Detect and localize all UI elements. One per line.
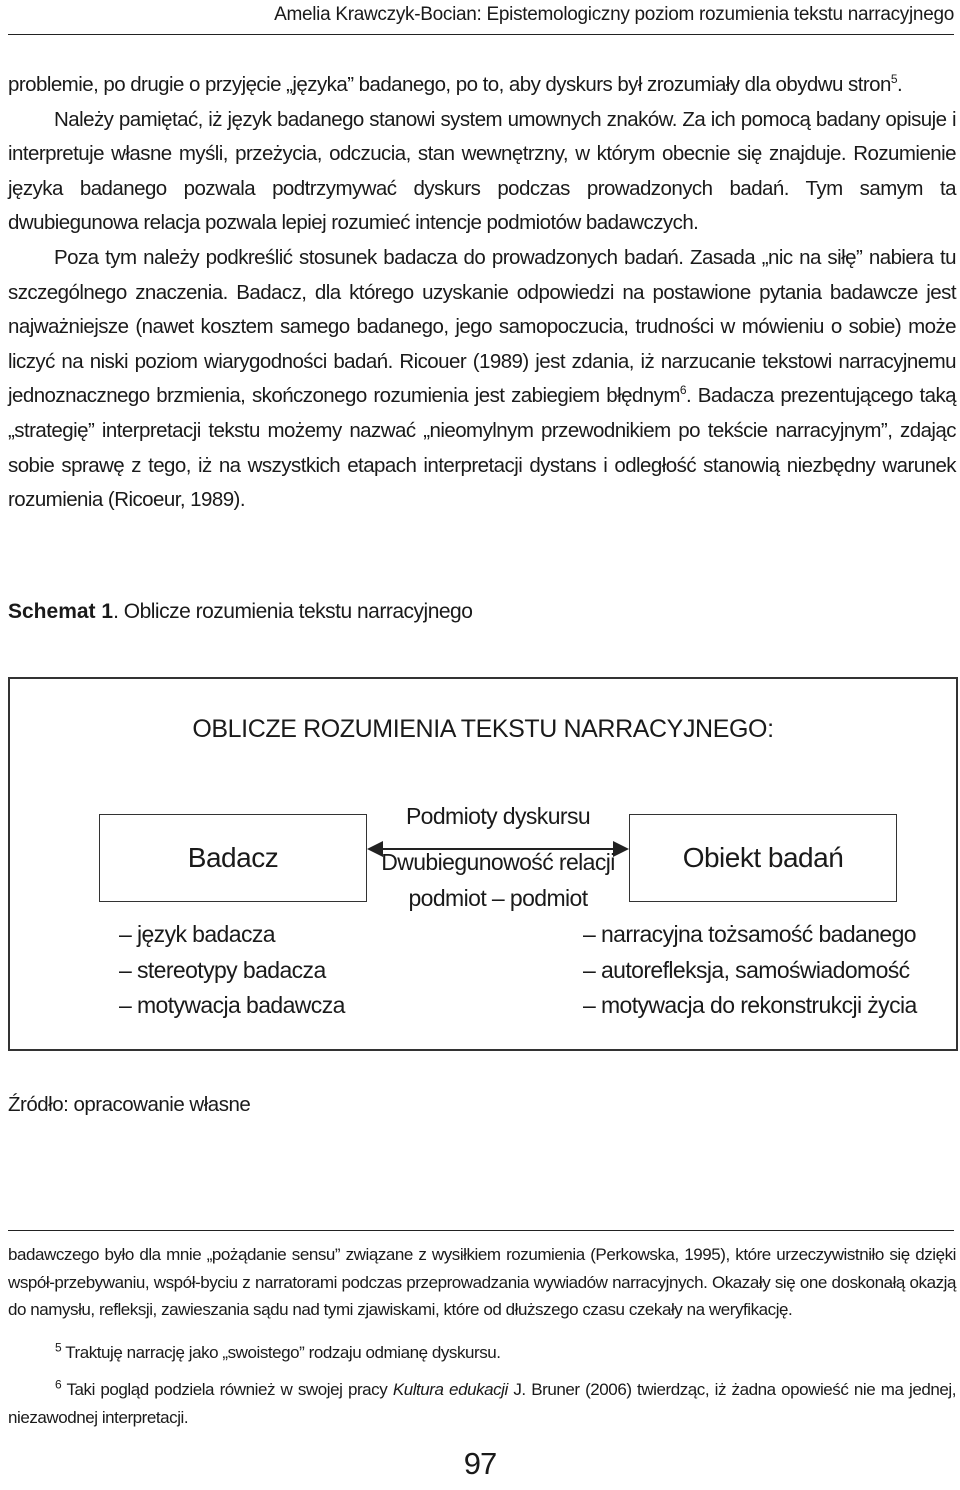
running-head: Amelia Krawczyk-Bocian: Epistemologiczny poziom rozumienia tekstu narracyjnego <box>274 4 954 25</box>
footnote-6-number: 6 <box>55 1377 62 1392</box>
paragraph-1 <box>8 68 956 103</box>
paragraph-3-text-b: . Badacza prezentującego taką „strategię” interpretacji tekstu możemy nazwać „nieomylnym przewodnikiem po tekście narracyjnym”, zdając sobie sprawę z tego, iż na wszystkich etapach interpretacji dystans i odległość stanowią niezbędny warunek rozumienia (Ricoeur, 1989). <box>8 384 957 512</box>
figure-source: Źródło: opracowanie własne <box>8 1093 251 1116</box>
footnote-ref-6: 6 <box>679 383 686 398</box>
list-item: – motywacja do rekonstrukcji życia <box>583 992 917 1018</box>
relation-bottom-label: podmiot – podmiot <box>408 885 588 911</box>
caption-text: . Oblicze rozumienia tekstu narracyjnego <box>113 600 473 623</box>
paragraph-1-end: . <box>896 73 903 96</box>
box-research-object <box>629 814 897 902</box>
footnote-6-text-b: J. Bruner (2006) twierdząc, iż żadna opowieść nie ma jednej, niezawodnej interpretacji. <box>8 1380 956 1427</box>
relation-center-label: Dwubiegunowość relacji <box>381 849 615 875</box>
footnote-rule <box>8 1230 954 1231</box>
list-item: – autorefleksja, samoświadomość <box>583 956 910 983</box>
footnote-6-text-a: Taki pogląd podziela również w swojej pracy <box>61 1380 393 1399</box>
header-rule <box>8 34 954 35</box>
caption-label: Schemat 1 <box>8 600 114 623</box>
footnote-6 <box>8 1376 956 1431</box>
footnote-5-number: 5 <box>55 1340 62 1355</box>
object-traits-list <box>583 917 917 1024</box>
paragraph-3 <box>8 241 956 518</box>
paragraph-3-text-a: Poza tym należy podkreślić stosunek badacza do prowadzonych badań. Zasada „nic na siłę” nabiera tu szczególnego znaczenia. Badacz, dla którego uzyskanie odpowiedzi na postawione pytania badawcze jest najważniejsze (nawet kosztem samego badanego, jego samopoczucia, trudności w mówieniu o sobie) może liczyć na niski poziom wiarygodności badań. Ricouer (1989) jest zdania, iż narzucanie tekstowi narracyjnemu jednoznacznego brzmienia, skończonego rozumienia jest zabiegiem błędnym <box>8 245 956 408</box>
footnote-continued-text: badawczego było dla mnie „pożądanie sensu” związane z wysiłkiem rozumienia (Perkowska, 1995), które urzeczywistniło się dzięki współ-przebywaniu, współ-byciu z narratorami podczas przeprowadzania wywiadów narracyjnych. Okazały się one doskonałą okazją do namysłu, refleksji, zawieszania sądu nad tymi zjawiskami, które od dłuższego czasu czekały na weryfikację. <box>8 1245 956 1319</box>
scheme-title: OBLICZE ROZUMIENIA TEKSTU NARRACYJNEGO: <box>192 715 774 743</box>
paragraph-1-text: problemie, po drugie o przyjęcie „języka” badanego, po to, aby dyskurs był zrozumiały dla obydwu stron <box>8 73 891 96</box>
researcher-traits-list <box>119 917 345 1024</box>
box-researcher-label: Badacz <box>187 842 279 873</box>
footnote-continued <box>8 1241 956 1324</box>
footnote-ref-5: 5 <box>890 72 897 87</box>
box-research-object-label: Obiekt badań <box>682 842 844 873</box>
body-text <box>8 68 956 518</box>
figure-caption <box>8 600 472 624</box>
list-item: – motywacja badawcza <box>119 992 345 1018</box>
box-researcher <box>99 814 367 902</box>
footnote-5 <box>8 1339 956 1367</box>
scheme-diagram <box>8 677 958 1051</box>
footnote-6-title: Kultura edukacji <box>392 1380 508 1399</box>
list-item: – język badacza <box>119 921 275 947</box>
paragraph-2: Należy pamiętać, iż język badanego stanowi system umownych znaków. Za ich pomocą badany opisuje i interpretuje własne myśli, przeżycia, odczucia, stan wewnętrzny, w którym obecnie się znajduje. Rozumienie języka badanego pozwala podtrzymywać dyskurs podczas prowadzonych badań. Tym samym ta dwubiegunowa relacja pozwala lepiej rozumieć intencje podmiotów badawczych. <box>8 107 956 235</box>
list-item: – narracyjna tożsamość badanego <box>583 921 917 947</box>
list-item: – stereotypy badacza <box>119 956 326 983</box>
footnote-5-line <box>8 1339 956 1367</box>
relation-top-label: Podmioty dyskursu <box>405 803 591 829</box>
footnote-5-text: Traktuję narrację jako „swoistego” rodzaju odmianę dyskursu. <box>61 1343 501 1362</box>
page-number: 97 <box>463 1446 497 1481</box>
